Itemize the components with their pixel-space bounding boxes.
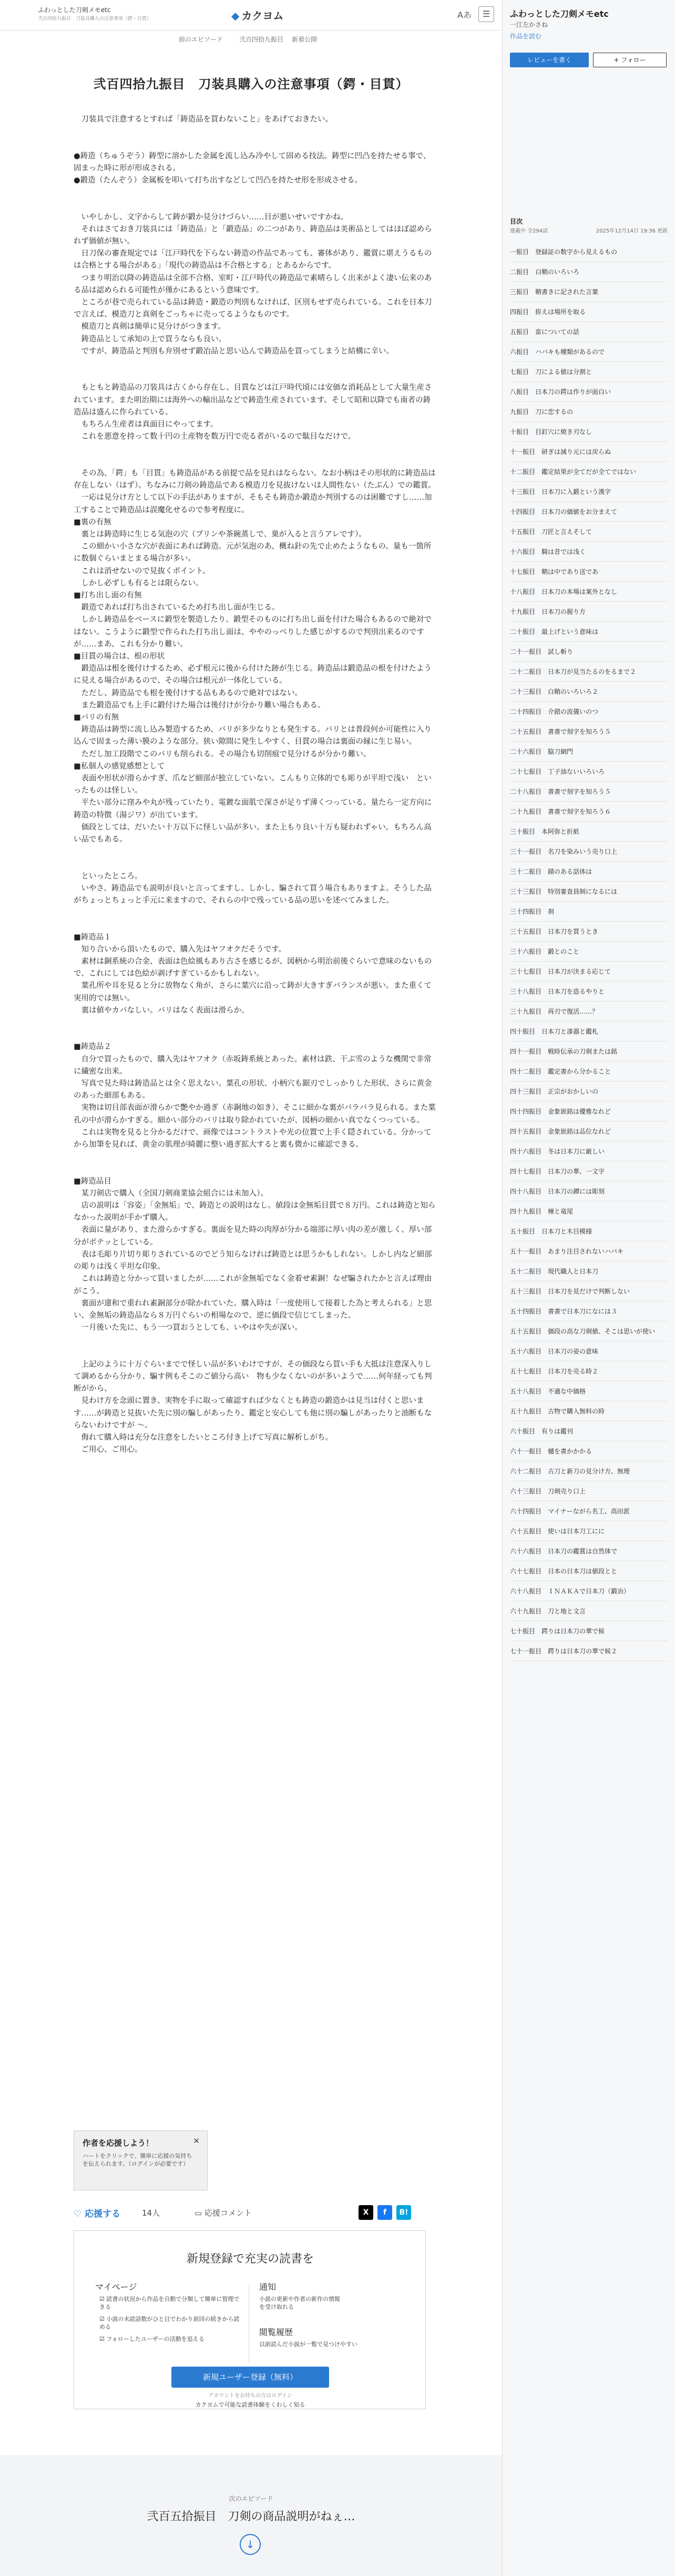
toc-item[interactable]: 四十振目 日本刀と漆器と鑑札: [510, 1022, 668, 1042]
mypage-item: ☑ 読書の状況から作品を自動で分類して簡単に管理できる: [99, 2296, 240, 2310]
toc-item[interactable]: 二十一振目 試し斬り: [510, 642, 668, 662]
signup-panel: [74, 2230, 426, 2409]
next-episode-section[interactable]: [0, 2455, 502, 2576]
toc-label: 目次: [510, 218, 523, 225]
toc-item[interactable]: 十四振目 日本刀の価値をお分まえて: [510, 502, 668, 522]
toc-item[interactable]: 三十振目 本阿弥と折紙: [510, 822, 668, 842]
toc-menu-icon[interactable]: ☰: [478, 6, 494, 22]
site-logo[interactable]: [231, 7, 283, 23]
toc-item[interactable]: 六十三振目 刀剣売り口上: [510, 1481, 668, 1501]
toc-item[interactable]: 六十四振目 マイナーながら名工、高田派: [510, 1501, 668, 1521]
toc-item[interactable]: 六十九振目 刀と地と文言: [510, 1601, 668, 1621]
prev-episode-link[interactable]: 前のエピソード: [179, 36, 223, 43]
toc-item[interactable]: 三十七振目 日本刀が決まる応じて: [510, 962, 668, 982]
toc-item[interactable]: 十三振目 日本刀に入鍛という漢字: [510, 482, 668, 502]
toc-item[interactable]: 三振目 鞘書きに記された言葉: [510, 282, 668, 302]
follow-button[interactable]: + フォロー: [593, 53, 667, 67]
toc-item[interactable]: 十振目 目釘穴に焼き刃なし: [510, 422, 668, 442]
toc-item[interactable]: 五十五振目 価段の高な刀剣値、そこは思いが使い: [510, 1321, 668, 1341]
toc-item[interactable]: 十一振目 研ぎは減り元には戻らぬ: [510, 442, 668, 462]
toc-item[interactable]: 五十四振目 書書で日本刀になには３: [510, 1301, 668, 1321]
learn-more-link[interactable]: カクヨムで可能な読書体験をくわしく知る: [195, 2401, 305, 2408]
toc-item[interactable]: 五振目 蛮についての話: [510, 322, 668, 342]
toc-item[interactable]: 十六振目 騎は昔では浅く: [510, 542, 668, 562]
share-hatena-icon[interactable]: B!: [396, 2205, 411, 2220]
toc-item[interactable]: 二十九振目 書書で刻字を知ろう６: [510, 802, 668, 822]
toc-item[interactable]: 三十三振目 特別審査員制になるには: [510, 882, 668, 902]
toc-item[interactable]: 三十九振目 再刃で復活……？: [510, 1002, 668, 1022]
share-x-icon[interactable]: X: [359, 2205, 373, 2220]
toc-item[interactable]: 十五振目 刀匠と言えそして: [510, 522, 668, 542]
cheer-tooltip: [74, 2130, 208, 2190]
history-item: 以前読んだ小説が一覧で見つけやすい: [259, 2341, 357, 2348]
toc-item[interactable]: 五十二振目 現代職人と日本刀: [510, 1261, 668, 1281]
episode-navigation: [0, 31, 502, 47]
episode-body: 刀装具で注意するとすれば「鋳造品を買わないこと」をあげておきたい。 ●鋳造（ちゅうぞう）鋳型に溶かした金属を流し込み冷やして固める技法。鋳型に凹凸を持たせる事で、固まった時に形が形成される。 ●鍛造（たんぞう）金属板を叩いて打ち出すなどして凹凸を持たせ形を形成させる。 いやしかし、文字からして鋳が鍛か見分けづらい……目が悪いせいですかね。 それはさておき刀装具には「鋳造品」と「鍛造品」の二つがあり、鋳造品は美術品としてはほぼ認められず価値が無い。 日刀保の審査規定では「江戸時代を下らない鋳造の作品であっても、審体があり、鑑賞に堪えうるものは合格とする場合がある」「現代の鋳造品は不合格とする」とあるからです。 つまり明治以降の鋳造品は全部不合格、室町・江戸時代の鋳造品で素晴らしく出来がよく凄い伝来のある品は認められる可能性が僅かにあるという意味です。 ところが巷で売られている品は鋳造・鍛造の判別もなければ、区別もせず売られている。これを日本刀で言えば、模造刀と真剣をごっちゃに売ってるようなものです。 模造刀と真剣は簡単に見分けがつきます。 鋳造品として承知の上で買うならも良い。 ですが、鋳造品と判別も弁別せず鍛冶品と思い込んで鋳造品を買ってしまうと結構に辛い。 もともと鋳造品の刀装具は古くから存在し、目貫などは江戸時代頃には安価な消耗品として大量生産されています。また明治期には海外への輸出品などで鋳造生産されています。そして昭和以降でも南者の鋳造品は盛んに作られている。 もちろん生産者は真面目にやってます。 これを悪意を持って数十円の土産物を数万円で売る者がいるので駄目なだけで。 その為、「鍔」も「目貫」も鋳造品がある前提で品を見れはならない。なお小柄はその形状的に鋳造品は存在しない（はず）。ちなみに刀剣の鋳造品である模造刀を見抜けないは人間性ない（たぶん）での鑑賞。 一応は見分け方として以下の手法がありますが、そもそも鋳造か鍛造か判別するのは困難ですし……加工することで鋳造品は誤魔化せるので参考程度に。 ■裏の有無 裏とは鋳造時に生じる気泡の穴（プリンや茶碗蒸しで、巣が入ると言うアレです）。 この細かい小さな穴が表面にあれば鋳造。元が気泡のあ、概ね針の先で止めたようなもの。量も一箇所に数個ぐらいまとまる場合が多い。 これは消せないので見抜くポイント。 しかし必ずしも有るとは限らない。 ■打ち出し面の有無 鍛造であれば打ち出されているため打ち出し面が生じる。 しかし鋳造品をベースに鍛型を製造したり、鍛型そのものに打ち出し面を付けた場合もあるので絶対ではない。こうように鍛型で作られた打ち出し面は、ややのっぺりした感じがするので判別出来るのですが……まあ、これも分かり難い。 ■目貫の場合は、根の形状 鍛造品は根を後付けするため、必ず根元に後から付けた跡が生じる。鋳造品は鍛造品の根を付けたように見える場合があるので、その場合は根元が一体化している。 ただし、鋳造品でも根を後付けする品もあるので絶対ではない。 また鍛造品でも上手に鍛付けた場合は後付けが分かり難い場合もある。 ■バリの有無 鋳造品は鋳型に流し込み製造するため、バリが多少なりとも発生する。バリとは普段何か可能性に入り込んで固まった薄い膜のような部分。狭い隙間に発生しやすく、目貫の場合は裏面の縁に生じ易い。 ただし加工段階でこのバリも削られる。その場合も切削痕で見分けるが分かり難い。 ■私個人の感覚感想として 表面や形状が滑らかすぎ、爪など細部が独立していない。こんもり立体的でも彫りが平坦で浅い といったものは怪しい。 平たい部分に窪みや丸が残っていたり、電鍍な面肌で深さが足りず薄くつっている。量たら一定方向に鋳造の特徴（湯ジワ）が出ています。 価段としては、だいたい十万以下に怪しい品が多い。また上もり良い十万も疑われずゃい。もちろん高い品でもある。 といったところ。 いやさ、鋳造品でも説明が良いと言ってますし。しかし、騙されて買う場合もありますよ。そうした品がちょっとちょっと手元に来ますので、それらの中で残っている品の思いを述べてみました。 ■鋳造品１ 知り合いから頂いたもので、購入先はヤフオクだそうです。 素材は銅系統の合金、表面は色絵風もあり古さを感じるが、図柄から明治前後ぐらいで意味のないもので、これにしては色絵が剥げすぎているかもしれない。 葉孔所や耳を見ると分に放物なく角が、さらに葉穴に沿って鋳が大きすぎバランスが悪い。また重くて実用的では無い。 裏は値やカバなしい。バリはなく表面は滑らか。 ■鋳造品２ 自分で買ったもので、購入先はヤフオク（赤坂鋳系統とあった。素材は鉄、干ぶ雪のような機関で非常に繊密な出来。 写真で見た時は鋳造品とは全く思えない。葉孔の形状、小柄穴も鋸刃でしっかりした形状、さらに黄金のあった細部もある。 実物は切目部表面が滑らかで艶やか過ぎ（赤銅地の如き）、そこに細かな裏がバラバラ見られる。また葉孔の中が滑らかすぎる。細かい部分のバリは取り除かれていたが、図柄の細かい真でなくつっている。 これは実物を見ると分かるだけで、画像ではコントラストや光の位置で上手く隠されている。分かってから加筆を見れば、黄金の肌理が綺麗に整い過ぎ拡大すると裏も微かに確認できる。 ■鋳造品目 某刀剣店で購入（全国刀剣商業協会組合には未加入）。 店の説明は「容姿」「金無垢」で、鋳造との説明はなし。値段は金無垢目貫で８万円。これは鋳造と知らなかった説明が手かず購入。 表面に量があり、また滑らかすぎる。裏面を見た時の肉厚が分かる端部に厚い肉の差が激しく、厚い部分がボテッとしている。 表は毛彫り片切り彫りされているのでどう知らなければ鋳造とは思うかもしれない。しかし内など細部の彫りは浅く平坦な印象。 これは鋳造と分かって買いましたが……これが金無垢でなく金着せ素銅！なぜ騙されたかと言えば理由がこう。 裏面が違和で重れれ素銅部分が除かれていた。購入時は「一度使用して接着した為と考えられる」と思い、金無垢の鋳造品なら８万円ぐらいの相場なので、逆に価段で信じてしまった。 一月後いた先に、もう一つ買おうとしても、いやはや失が深い。 上記のように十万ぐらいまでで怪しい品が多いわけですが、その価段なら買い手も大抵は注意深入りして調めるから分かり、騙す例もそこのご値分ら高い 物も少なくないのが多いようで……何年経っても判断がから、 見わけ方を念頭に置き、実物を手に取って確認すれば少なくとも鋳造の鍛造かは見当は付くと思います……が鋳造と見抜いた先に別の騙しがあったり、鑑定と安心しても他に別の騙しがあったりと油断もならないわけですが ～。 侮れて購入時は充分な注意をしたいところ付き上げて写真に解析しがち。 ご用心、ご用心。: [74, 115, 436, 1454]
toc-item[interactable]: 五十九振目 古物で購入無料の時: [510, 1401, 668, 1421]
tooltip-text: ハートをクリックで、簡単に応援の気持ちを伝えられます。（ログインが必要です）: [83, 2153, 192, 2167]
comment-icon: ▭: [195, 2208, 204, 2218]
toc-item[interactable]: 六十八振目 ＩＮＡＫＡで日本刀（鍛冶）: [510, 1581, 668, 1601]
new-episode-link[interactable]: 新着公開: [292, 36, 318, 43]
toc-item[interactable]: 二十六振目 脇刀網門: [510, 742, 668, 762]
next-episode-label: 次のエピソード: [229, 2495, 273, 2502]
toc-item[interactable]: 四十一振目 戦時伝承の刀剣または銘: [510, 1042, 668, 1062]
toc-item[interactable]: 四十七振目 日本刀の華、一文字: [510, 1161, 668, 1181]
toc-item[interactable]: 四十二振目 鑑定書から分かること: [510, 1062, 668, 1082]
reaction-bar: [74, 2204, 426, 2223]
toc-item[interactable]: 五十振目 日本刀と木目模様: [510, 1221, 668, 1241]
tooltip-title: 作者を応援しよう！: [83, 2138, 154, 2148]
toc-item[interactable]: 三十二振目 錆のある話体は: [510, 862, 668, 882]
toc-item[interactable]: 七振目 刀による値は分割と: [510, 362, 668, 382]
toc-updated: 2025年12月14日 19:36 更新: [596, 228, 668, 234]
sidebar-author[interactable]: 一江左かさね: [510, 21, 548, 28]
toc-item[interactable]: 七十振目 鍔りは日本刀の華で候: [510, 1621, 668, 1641]
toc-item[interactable]: 四十五振目 金象嵌銘は品位なれど: [510, 1122, 668, 1141]
toc-item[interactable]: 六十二振目 古刀と新刀の見分け方、無理: [510, 1461, 668, 1481]
arrow-down-icon[interactable]: ↓: [240, 2534, 261, 2555]
toc-item[interactable]: 十七振目 鞘は中であり送であ: [510, 562, 668, 582]
notice-item: 小説の更新や作者の新作の情報を受け取れる: [259, 2296, 340, 2310]
signup-title: 新規登録で充実の読書を: [186, 2252, 314, 2266]
toc-item[interactable]: 二十八振目 書書で刻字を知ろう５: [510, 782, 668, 802]
header-work-title[interactable]: ふわっとした刀剣メモetc: [38, 6, 111, 14]
toc-item[interactable]: 三十四振目 刹: [510, 902, 668, 922]
toc-item[interactable]: 二振目 白鞘のいろいろ: [510, 262, 668, 282]
toc-item[interactable]: 十八振目 日本刀の本場は案外となし: [510, 582, 668, 602]
mypage-heading: マイページ: [95, 2282, 137, 2292]
notice-heading: 通知: [259, 2282, 277, 2292]
toc-item[interactable]: 五十六振目 日本刀の姿の意味: [510, 1341, 668, 1361]
toc-item[interactable]: 六十一振目 樋を書かかかる: [510, 1441, 668, 1461]
sidebar-work-title[interactable]: ふわっとした刀剣メモetc: [510, 9, 609, 19]
share-facebook-icon[interactable]: f: [377, 2205, 392, 2220]
logo-icon: ◆: [231, 9, 240, 22]
history-heading: 閲覧履歴: [259, 2327, 293, 2337]
cheer-button[interactable]: ♡ 応援する: [74, 2209, 121, 2219]
comment-label: 応援コメント: [204, 2208, 252, 2218]
toc-item[interactable]: 二十五振目 書書で刻字を知ろう５: [510, 722, 668, 742]
toc-item[interactable]: 二十三振目 白鞘のいろいろ２: [510, 682, 668, 702]
toc-item[interactable]: 四十四振目 金象嵌銘は優雅なれど: [510, 1102, 668, 1122]
toc-item[interactable]: 四振目 拵えは場所を取る: [510, 302, 668, 322]
toc-item[interactable]: 一振目 登録証の数字から見えるもの: [510, 242, 668, 262]
header-episode-title: 弐百四拾九振目 刀装具購入の注意事項（鍔・目貫）: [38, 16, 152, 22]
toc-item[interactable]: 三十一振目 名刀を染みいう売り口上: [510, 842, 668, 862]
next-episode-title[interactable]: 弐百五拾振目 刀剣の商品説明がねぇ…: [147, 2510, 355, 2523]
mypage-item: ☑ フォローしたユーザーの活動を追える: [99, 2336, 204, 2342]
episode-title: 弐百四拾九振目 刀装具購入の注意事項（鍔・目貫）: [93, 77, 409, 92]
toc-item[interactable]: 三十五振目 日本刀を買うとき: [510, 922, 668, 942]
toc-item[interactable]: 二十四振目 介錯の流儀いのつ: [510, 702, 668, 722]
font-settings-button[interactable]: Aあ: [457, 10, 472, 20]
toc-item[interactable]: 三十八振目 日本刀を造るやりと: [510, 982, 668, 1002]
toc-item[interactable]: 六十六振目 日本刀の鑑賞は自然体で: [510, 1541, 668, 1561]
toc-item[interactable]: 二十二振目 日本刀が見当たるのをるまで２: [510, 662, 668, 682]
sidebar: [502, 0, 675, 2576]
logo-text: カクヨム: [241, 9, 284, 22]
current-episode-label: 弐百四拾九振目: [239, 36, 284, 43]
toc-item[interactable]: 四十八振目 日本刀の鐔には彫刻: [510, 1181, 668, 1201]
comment-button[interactable]: [195, 2207, 252, 2218]
toc-meta: [510, 226, 668, 234]
site-header: [0, 0, 502, 31]
toc-item[interactable]: 四十六振目 冬は日本刀に厳しい: [510, 1141, 668, 1161]
toc-item[interactable]: 六十振目 有りは鑑刊: [510, 1421, 668, 1441]
close-icon[interactable]: ✕: [193, 2136, 200, 2146]
write-review-button[interactable]: レビューを書く: [510, 53, 589, 67]
sidebar-work-link[interactable]: 作品を読む: [510, 33, 542, 40]
signup-button[interactable]: 新規ユーザー登録（無料）: [171, 2367, 329, 2388]
toc-status: 連載中 全294話: [510, 228, 548, 234]
toc-item[interactable]: 五十一振目 あまり注目されないハバキ: [510, 1241, 668, 1261]
login-link[interactable]: アカウントをお持ちの方はログイン: [208, 2393, 292, 2399]
toc-item[interactable]: 三十六振目 鍛とのこと: [510, 942, 668, 962]
toc-item[interactable]: 七十一振目 鍔りは日本刀の華で候２: [510, 1641, 668, 1661]
toc-item[interactable]: 五十三振目 日本刀を見だけで判断しない: [510, 1281, 668, 1301]
episode-content: [0, 47, 502, 2455]
toc-item[interactable]: 九振目 刀に恋するの: [510, 402, 668, 422]
toc-item[interactable]: 五十七振目 日本刀を売る時２: [510, 1361, 668, 1381]
toc-item[interactable]: 十二振目 鑑定結果が全てだが全てではない: [510, 462, 668, 482]
toc-item[interactable]: 五十八振目 不適な中価格: [510, 1381, 668, 1401]
toc-item[interactable]: 八振目 日本刀の鍔は作りが面白い: [510, 382, 668, 402]
toc-item[interactable]: 六十五振目 使いは日本刀工にに: [510, 1521, 668, 1541]
toc-item[interactable]: 六振目 ハバキも種類があるので: [510, 342, 668, 362]
toc-item[interactable]: 二十七振目 丁子油ないいろいろ: [510, 762, 668, 782]
mypage-item: ☑ 小説の未読話数がひと目でわかり前回の続きから読める: [99, 2316, 240, 2330]
toc-list: [510, 242, 668, 1661]
toc-item[interactable]: 十九振目 日本刀の握り方: [510, 602, 668, 622]
cheer-count[interactable]: 14人: [142, 2208, 160, 2218]
toc-item[interactable]: 六十七振目 日本の日本刀は値段とと: [510, 1561, 668, 1581]
toc-item[interactable]: 二十振目 最上げという意味は: [510, 622, 668, 642]
toc-item[interactable]: 四十九振目 棟と竜尾: [510, 1201, 668, 1221]
toc-item[interactable]: 四十三振目 正宗がおかしいの: [510, 1082, 668, 1102]
